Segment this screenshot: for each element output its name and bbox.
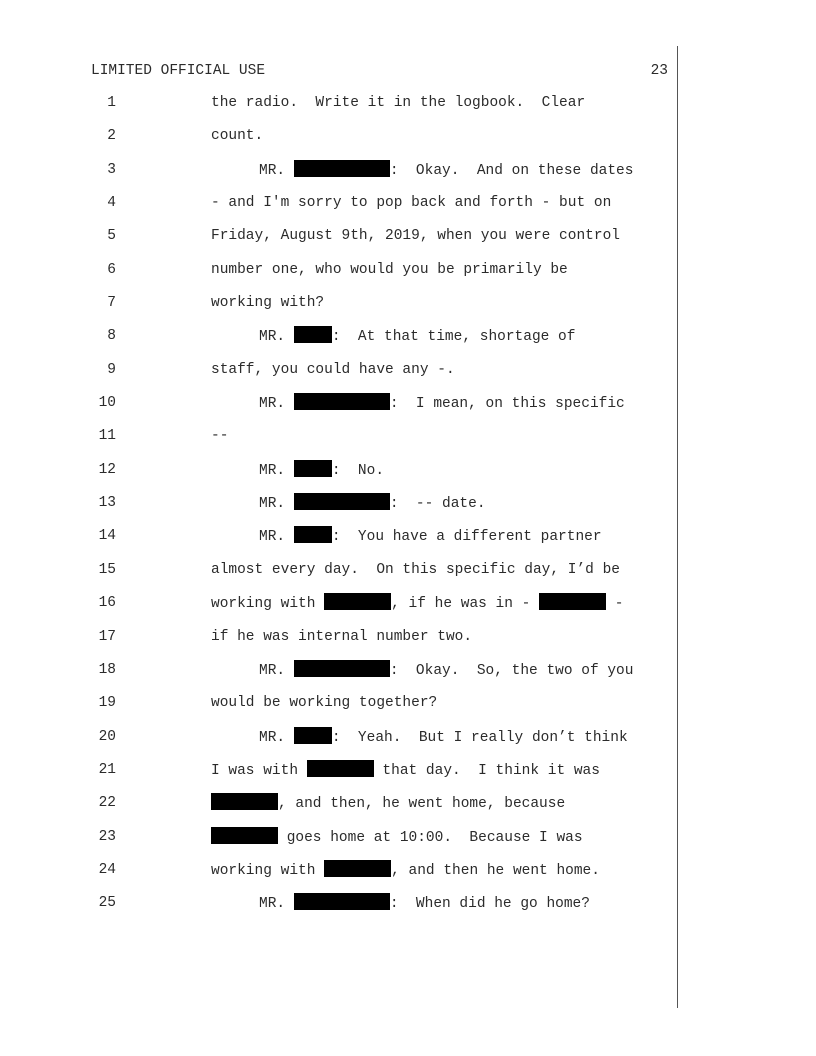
line-number: 22	[98, 795, 116, 812]
line-segment: MR.	[259, 462, 294, 479]
line-segment: I was with	[211, 762, 307, 779]
transcript-line	[0, 360, 816, 393]
line-segment: staff, you could have any -.	[211, 361, 455, 378]
line-number: 9	[107, 361, 116, 378]
line-text	[259, 493, 486, 514]
transcript-line	[0, 393, 816, 426]
line-text	[211, 293, 324, 313]
transcript-line	[0, 593, 816, 626]
page-header	[91, 61, 668, 81]
line-segment: : -- date.	[389, 496, 486, 513]
line-segment: number one, who would you be primarily be	[211, 261, 568, 278]
line-text	[259, 160, 633, 181]
redaction-box	[211, 827, 278, 844]
line-segment: , if he was in -	[391, 596, 540, 613]
line-number: 4	[107, 195, 116, 212]
transcript-line	[0, 693, 816, 726]
transcript-line	[0, 893, 816, 926]
line-segment: would be working together?	[211, 695, 438, 712]
line-segment: MR.	[259, 162, 294, 179]
line-segment: : No.	[331, 462, 385, 479]
line-segment: MR.	[259, 896, 294, 913]
page-number: 23	[650, 63, 668, 79]
line-text	[211, 193, 611, 213]
line-text	[259, 727, 628, 748]
transcript-line	[0, 493, 816, 526]
line-segment: if he was internal number two.	[211, 628, 473, 645]
line-text	[211, 426, 228, 446]
line-text	[259, 893, 590, 914]
line-number: 11	[98, 428, 116, 445]
line-number: 19	[98, 695, 116, 712]
line-segment: MR.	[259, 496, 294, 513]
transcript-line	[0, 93, 816, 126]
line-number: 25	[98, 895, 116, 912]
redaction-box	[294, 460, 332, 477]
redaction-box	[324, 860, 391, 877]
line-number: 6	[107, 261, 116, 278]
line-number: 8	[107, 328, 116, 345]
transcript-line	[0, 426, 816, 459]
line-number: 18	[98, 661, 116, 678]
line-segment: : Okay. So, the two of you	[389, 662, 634, 679]
transcript-line	[0, 160, 816, 193]
transcript-line	[0, 660, 816, 693]
line-number: 10	[98, 395, 116, 412]
line-segment: , and then he went home.	[391, 862, 600, 879]
line-text	[211, 860, 600, 881]
transcript-line	[0, 126, 816, 159]
line-text	[259, 326, 575, 347]
redaction-box	[294, 727, 332, 744]
line-number: 13	[98, 495, 116, 512]
transcript-line	[0, 526, 816, 559]
line-text	[211, 226, 620, 246]
line-text	[211, 793, 565, 814]
transcript-line	[0, 293, 816, 326]
transcript-line	[0, 760, 816, 793]
line-text	[259, 460, 384, 481]
line-text	[211, 693, 437, 713]
redaction-box	[294, 326, 332, 343]
classification-marking: LIMITED OFFICIAL USE	[91, 63, 266, 79]
line-segment: : At that time, shortage of	[331, 329, 576, 346]
line-text	[211, 260, 568, 280]
line-text	[259, 526, 602, 547]
line-number: 12	[98, 461, 116, 478]
transcript-line	[0, 226, 816, 259]
transcript-line	[0, 260, 816, 293]
transcript-lines	[0, 93, 816, 927]
line-segment: working with	[211, 596, 325, 613]
line-segment: -	[606, 596, 624, 613]
redaction-box	[539, 593, 606, 610]
line-number: 5	[107, 228, 116, 245]
transcript-line	[0, 793, 816, 826]
line-text	[211, 360, 455, 380]
line-text	[211, 627, 472, 647]
line-text	[211, 126, 263, 146]
line-segment: Friday, August 9th, 2019, when you were control	[211, 228, 620, 245]
line-segment: almost every day. On this specific day, I’d be	[211, 561, 620, 578]
redaction-box	[324, 593, 391, 610]
line-number: 14	[98, 528, 116, 545]
redaction-box	[294, 526, 332, 543]
redaction-box	[294, 660, 390, 677]
line-text	[211, 560, 620, 580]
line-number: 20	[98, 728, 116, 745]
transcript-line	[0, 560, 816, 593]
line-segment: MR.	[259, 329, 294, 346]
line-segment: working with	[211, 862, 325, 879]
line-segment: the radio. Write it in the logbook. Clear	[211, 95, 586, 111]
line-number: 3	[107, 161, 116, 178]
line-number: 16	[98, 595, 116, 612]
line-segment: MR.	[259, 529, 294, 546]
line-segment: goes home at 10:00. Because I was	[278, 829, 583, 846]
line-text	[259, 660, 633, 681]
redaction-box	[294, 893, 390, 910]
line-segment: MR.	[259, 729, 294, 746]
redaction-box	[307, 760, 374, 777]
line-number: 15	[98, 561, 116, 578]
redaction-box	[294, 160, 390, 177]
line-segment: --	[211, 428, 229, 445]
line-segment: working with?	[211, 295, 325, 312]
line-number: 7	[107, 295, 116, 312]
line-segment: that day. I think it was	[373, 762, 600, 779]
line-segment: : Okay. And on these dates	[389, 162, 634, 179]
line-segment: MR.	[259, 662, 294, 679]
line-number: 2	[107, 128, 116, 145]
line-text	[211, 760, 600, 781]
line-text	[211, 93, 585, 113]
line-number: 17	[98, 628, 116, 645]
transcript-line	[0, 727, 816, 760]
transcript-line	[0, 860, 816, 893]
line-segment: : I mean, on this specific	[389, 396, 625, 413]
line-number: 24	[98, 861, 116, 878]
line-segment: : You have a different partner	[331, 529, 602, 546]
redaction-box	[211, 793, 278, 810]
line-text	[211, 593, 623, 614]
redaction-box	[294, 493, 390, 510]
line-number: 23	[98, 828, 116, 845]
line-segment: , and then, he went home, because	[278, 796, 566, 813]
line-segment: : When did he go home?	[389, 896, 590, 913]
transcript-line	[0, 827, 816, 860]
line-text	[259, 393, 625, 414]
line-text	[211, 827, 583, 848]
line-segment: : Yeah. But I really don’t think	[331, 729, 628, 746]
line-number: 21	[98, 761, 116, 778]
transcript-line	[0, 193, 816, 226]
line-segment: - and I'm sorry to pop back and forth - but on	[211, 195, 612, 212]
line-number: 1	[107, 95, 116, 111]
transcript-line	[0, 326, 816, 359]
line-segment: count.	[211, 128, 264, 145]
redaction-box	[294, 393, 390, 410]
transcript-line	[0, 460, 816, 493]
transcript-line	[0, 627, 816, 660]
line-segment: MR.	[259, 396, 294, 413]
